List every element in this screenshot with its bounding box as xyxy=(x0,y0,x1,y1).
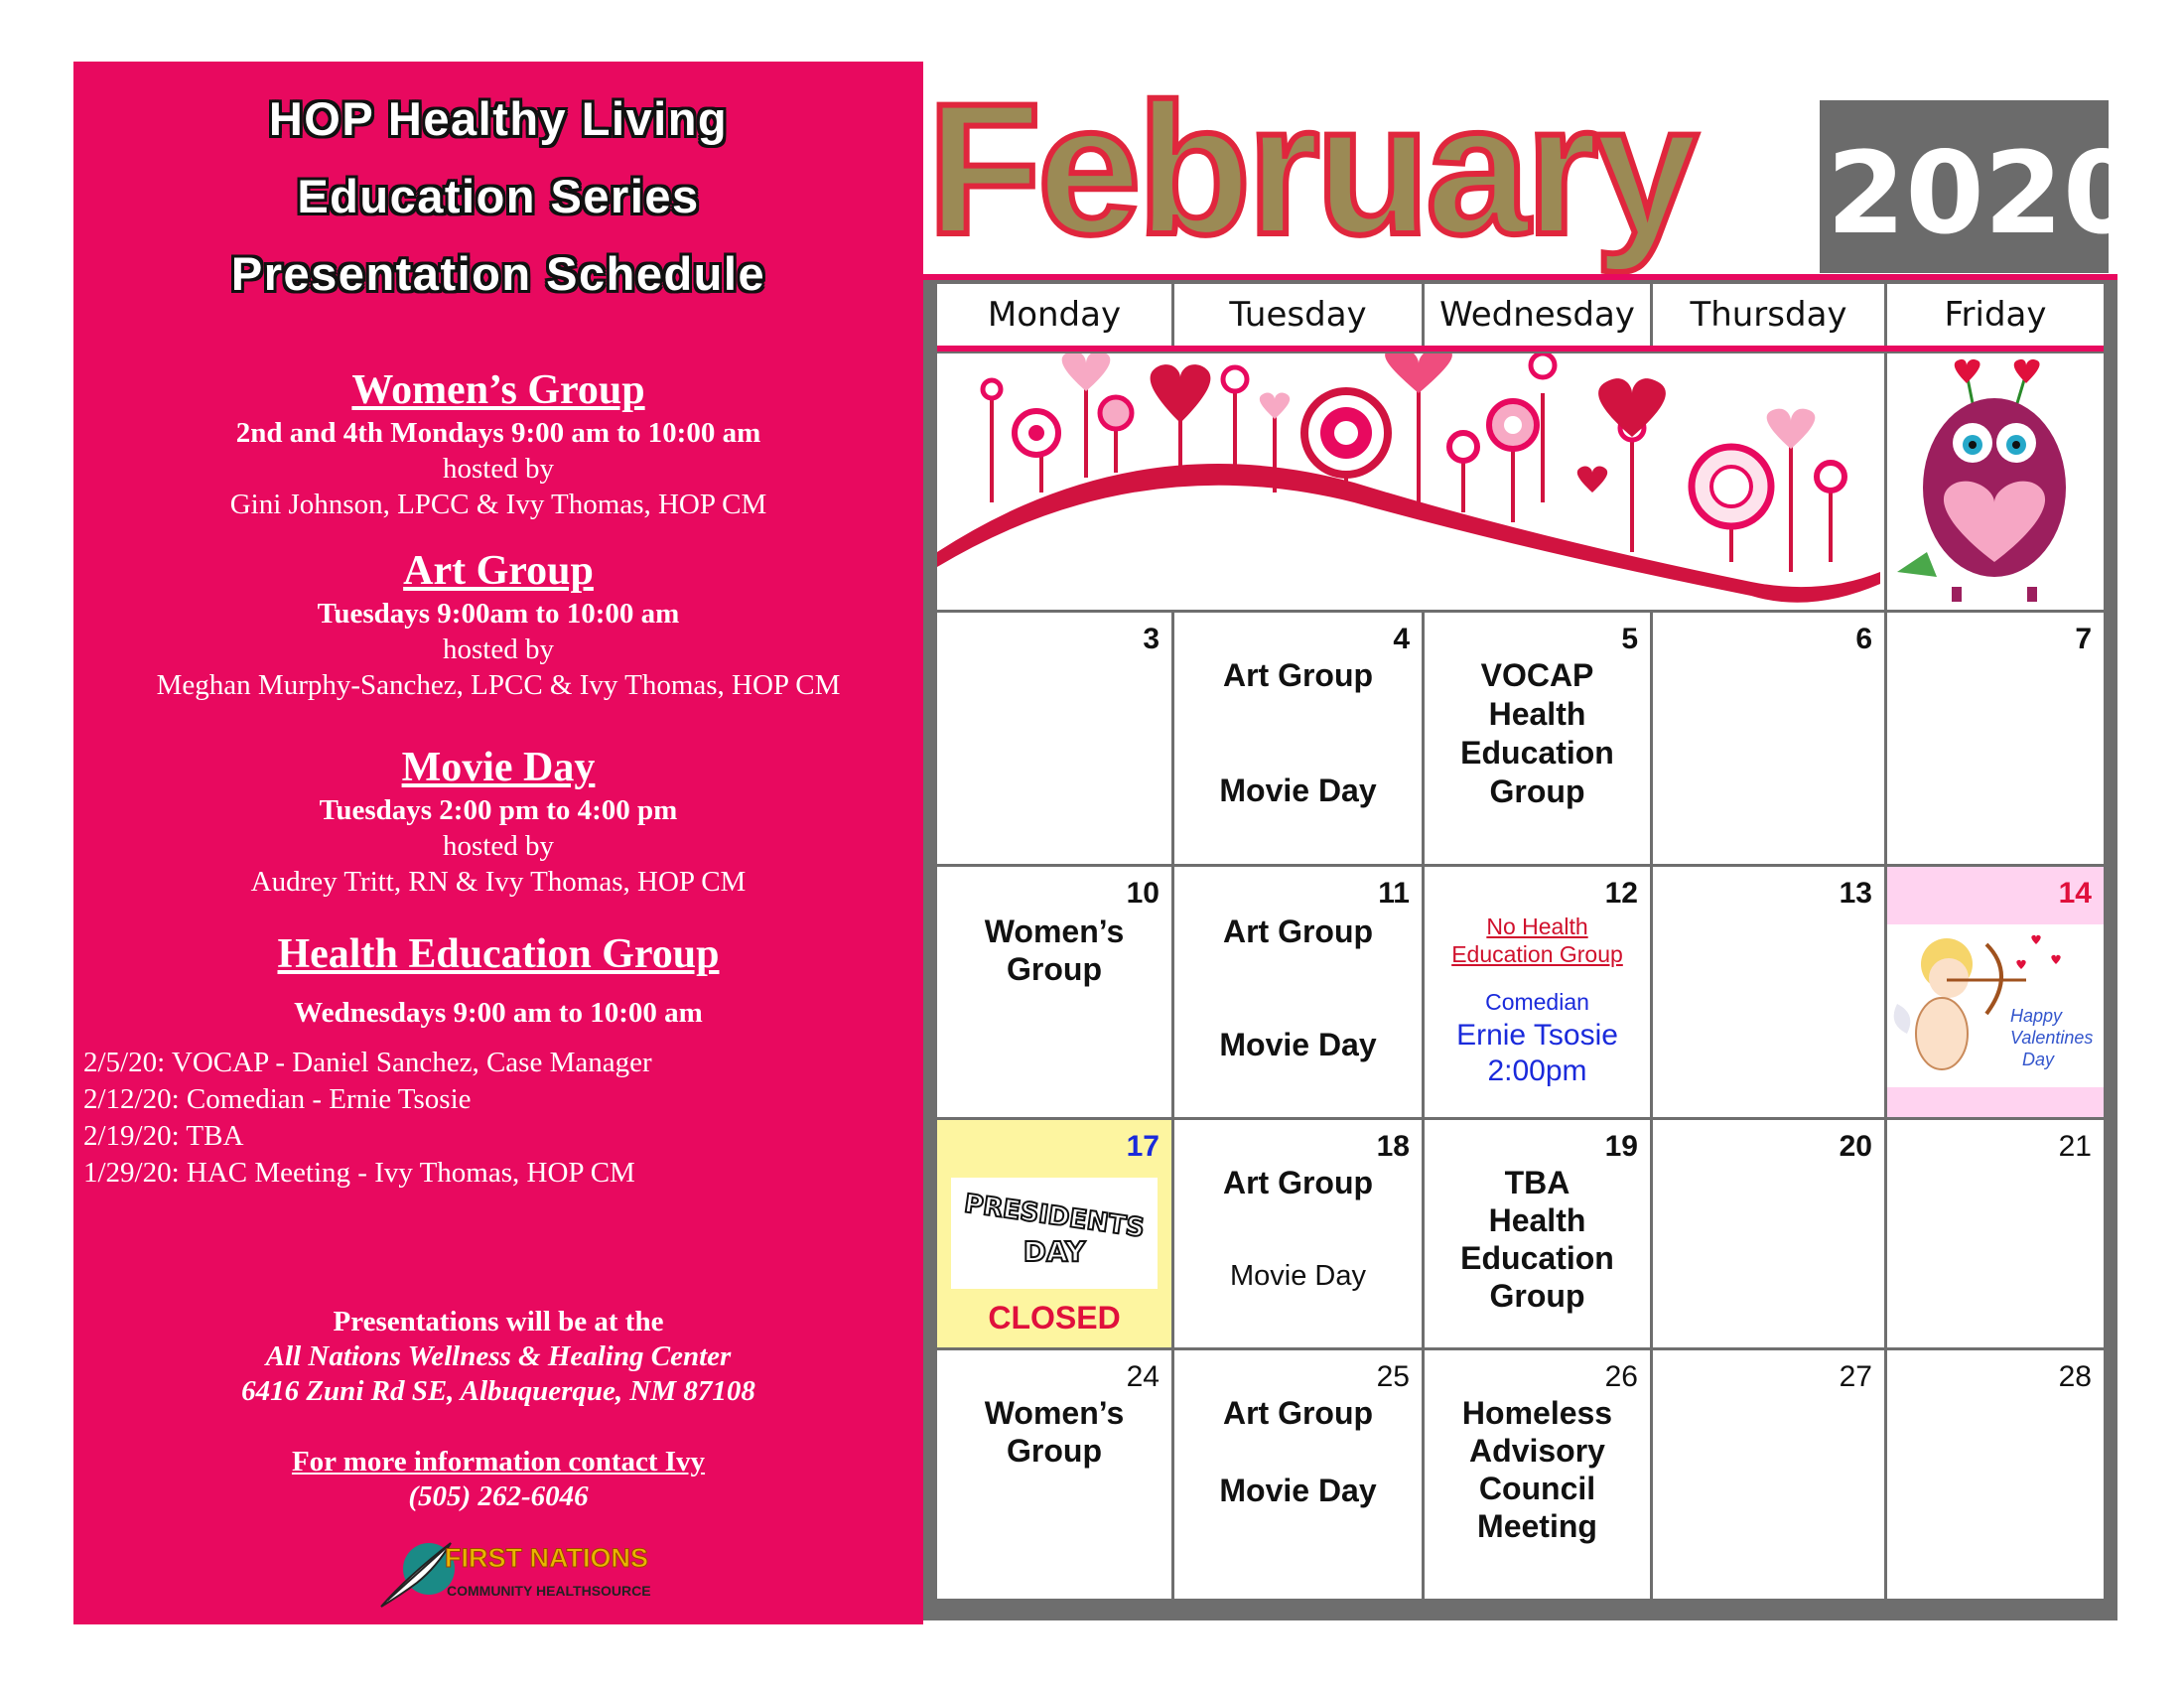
movie-day-title: Movie Day xyxy=(401,745,596,790)
event-line: VOCAP xyxy=(1480,657,1594,693)
event-line: Homeless xyxy=(1461,1395,1613,1431)
cell-feb-4[interactable] xyxy=(1174,613,1422,864)
date-number: 26 xyxy=(1604,1360,1638,1393)
cell-feb-17[interactable] xyxy=(937,1120,1171,1347)
date-number: 27 xyxy=(1839,1360,1872,1393)
presidents-day-text: PRESIDENTS xyxy=(962,1189,1147,1244)
health-education-title: Health Education Group xyxy=(277,931,720,977)
header-line-2: Education Series xyxy=(297,170,700,222)
header-rule xyxy=(937,346,2104,352)
date-number: 19 xyxy=(1604,1130,1638,1163)
list-item: 2/5/20: VOCAP - Daniel Sanchez, Case Manager xyxy=(83,1047,652,1078)
closed-label: CLOSED xyxy=(988,1300,1121,1336)
event-movie-day: Movie Day xyxy=(1219,773,1377,808)
contact-line: For more information contact Ivy xyxy=(291,1446,706,1477)
cell-feb-24[interactable] xyxy=(937,1350,1171,1599)
movie-day-hosted: hosted by xyxy=(443,830,554,862)
date-number: 5 xyxy=(1621,623,1638,655)
event-line: Health xyxy=(1488,696,1586,732)
cell-feb-11[interactable] xyxy=(1174,867,1422,1117)
date-number: 17 xyxy=(1126,1130,1160,1163)
womens-group-when: 2nd and 4th Mondays 9:00 am to 10:00 am xyxy=(235,417,761,449)
day-header-friday: Friday xyxy=(1887,284,2104,346)
date-number: 7 xyxy=(2075,623,2092,655)
health-education-section xyxy=(73,929,923,1031)
event-line: Women’s xyxy=(984,914,1125,949)
event-line: TBA xyxy=(1504,1165,1570,1200)
date-number: 18 xyxy=(1376,1130,1410,1163)
list-item: 1/29/20: HAC Meeting - Ivy Thomas, HOP CM xyxy=(83,1157,635,1189)
womens-group-title: Women’s Group xyxy=(351,367,645,413)
cell-feb-25[interactable] xyxy=(1174,1350,1422,1599)
womens-group-section xyxy=(73,365,923,522)
cell-feb-27[interactable] xyxy=(1653,1350,1884,1599)
date-number: 21 xyxy=(2058,1130,2092,1163)
event-art-group: Art Group xyxy=(1222,914,1374,949)
event-line: Group xyxy=(1489,1278,1585,1314)
event-art-group: Art Group xyxy=(1222,1165,1374,1200)
cancelled-notice: Education Group xyxy=(1451,941,1623,967)
event-line: Advisory xyxy=(1469,1433,1605,1469)
location-footer xyxy=(73,1305,923,1514)
date-number: 11 xyxy=(1378,877,1410,910)
event-line: Meeting xyxy=(1477,1508,1597,1544)
cancelled-notice: No Health xyxy=(1486,914,1588,939)
valentine-monster-icon xyxy=(1887,353,2104,610)
art-group-when: Tuesdays 9:00am to 10:00 am xyxy=(317,598,680,630)
date-number: 4 xyxy=(1393,623,1410,655)
day-header-thursday: Thursday xyxy=(1653,284,1884,346)
cell-feb-20[interactable] xyxy=(1653,1120,1884,1347)
month-title: February xyxy=(927,65,1695,273)
movie-day-hosts: Audrey Tritt, RN & Ivy Thomas, HOP CM xyxy=(250,866,747,898)
event-movie-day: Movie Day xyxy=(1230,1260,1366,1292)
header-line-1: HOP Healthy Living xyxy=(268,92,729,145)
day-header-monday: Monday xyxy=(937,284,1171,346)
date-number: 14 xyxy=(2058,877,2092,910)
art-group-title: Art Group xyxy=(403,548,594,594)
event-art-group: Art Group xyxy=(1222,1395,1374,1431)
date-number: 24 xyxy=(1126,1360,1160,1393)
health-education-when: Wednesdays 9:00 am to 10:00 am xyxy=(294,997,703,1029)
event-line: Education xyxy=(1460,735,1614,771)
cell-feb-7[interactable] xyxy=(1887,613,2104,864)
cell-feb-14[interactable] xyxy=(1887,867,2104,1117)
date-number: 25 xyxy=(1376,1360,1410,1393)
day-header-tuesday: Tuesday xyxy=(1174,284,1422,346)
date-number: 3 xyxy=(1143,623,1160,655)
cell-feb-5[interactable] xyxy=(1425,613,1650,864)
year-title: 2020 xyxy=(1827,127,2142,259)
valentines-text: Happy xyxy=(2010,1006,2063,1026)
date-number: 20 xyxy=(1839,1130,1872,1163)
cell-feb-19[interactable] xyxy=(1425,1120,1650,1347)
event-line: Women’s xyxy=(984,1395,1125,1431)
presidents-day-image xyxy=(951,1178,1158,1289)
hearts-banner xyxy=(937,353,1884,610)
cell-feb-10[interactable] xyxy=(937,867,1171,1117)
cupid-icon xyxy=(1887,924,2104,1087)
hearts-banner-image xyxy=(937,353,1884,610)
date-number: 12 xyxy=(1604,877,1638,910)
date-number: 10 xyxy=(1126,877,1160,910)
date-number: 13 xyxy=(1839,877,1872,910)
first-nations-logo xyxy=(377,1537,675,1609)
valentines-image xyxy=(1887,924,2104,1087)
valentines-text: Day xyxy=(2022,1050,2055,1069)
event-line: Group xyxy=(1007,1433,1102,1469)
event-movie-day: Movie Day xyxy=(1219,1473,1377,1508)
event-line: Education xyxy=(1460,1240,1614,1276)
movie-day-section xyxy=(73,743,923,900)
day-header-wednesday: Wednesday xyxy=(1425,284,1650,346)
date-number: 28 xyxy=(2058,1360,2092,1393)
cell-feb-3[interactable] xyxy=(937,613,1171,864)
event-movie-day: Movie Day xyxy=(1219,1027,1377,1062)
location-name: All Nations Wellness & Healing Center xyxy=(265,1340,732,1372)
event-line: Council xyxy=(1478,1471,1596,1506)
event-comedian-time: 2:00pm xyxy=(1487,1055,1587,1087)
location-address: 6416 Zuni Rd SE, Albuquerque, NM 87108 xyxy=(241,1375,755,1407)
event-comedian-name: Ernie Tsosie xyxy=(1456,1019,1618,1052)
cell-feb-13[interactable] xyxy=(1653,867,1884,1117)
date-number: 6 xyxy=(1855,623,1872,655)
event-comedian-label: Comedian xyxy=(1485,989,1589,1015)
health-schedule-list xyxy=(83,1045,652,1192)
movie-day-when: Tuesdays 2:00 pm to 4:00 pm xyxy=(319,794,678,826)
cell-feb-12[interactable] xyxy=(1425,867,1650,1117)
cell-feb-6[interactable] xyxy=(1653,613,1884,864)
contact-phone: (505) 262-6046 xyxy=(408,1480,589,1512)
cell-feb-18[interactable] xyxy=(1174,1120,1422,1347)
grid-top-rule xyxy=(923,274,2117,280)
logo-subtitle: COMMUNITY HEALTHSOURCE xyxy=(447,1583,651,1599)
womens-group-hosts: Gini Johnson, LPCC & Ivy Thomas, HOP CM xyxy=(229,489,767,520)
womens-group-hosted: hosted by xyxy=(443,453,554,485)
location-intro: Presentations will be at the xyxy=(333,1306,664,1337)
info-panel xyxy=(73,62,923,1624)
event-line: Group xyxy=(1007,951,1102,987)
art-group-hosts: Meghan Murphy-Sanchez, LPCC & Ivy Thomas, HOP CM xyxy=(156,669,841,701)
event-line: Health xyxy=(1488,1202,1586,1238)
cell-feb-26[interactable] xyxy=(1425,1350,1650,1599)
list-item: 2/12/20: Comedian - Ernie Tsosie xyxy=(83,1083,472,1115)
presidents-day-text: DAY xyxy=(1023,1235,1086,1268)
art-group-section xyxy=(73,546,923,703)
event-line: Group xyxy=(1489,774,1585,809)
list-item: 2/19/20: TBA xyxy=(83,1120,244,1152)
logo-name: FIRST NATIONS xyxy=(445,1543,648,1573)
cell-feb-28[interactable] xyxy=(1887,1350,2104,1599)
valentines-text: Valentines xyxy=(2010,1028,2094,1048)
cell-feb-21[interactable] xyxy=(1887,1120,2104,1347)
header-line-3: Presentation Schedule xyxy=(230,247,766,300)
monster-image xyxy=(1887,353,2104,610)
event-art-group: Art Group xyxy=(1222,657,1374,693)
art-group-hosted: hosted by xyxy=(443,633,554,665)
